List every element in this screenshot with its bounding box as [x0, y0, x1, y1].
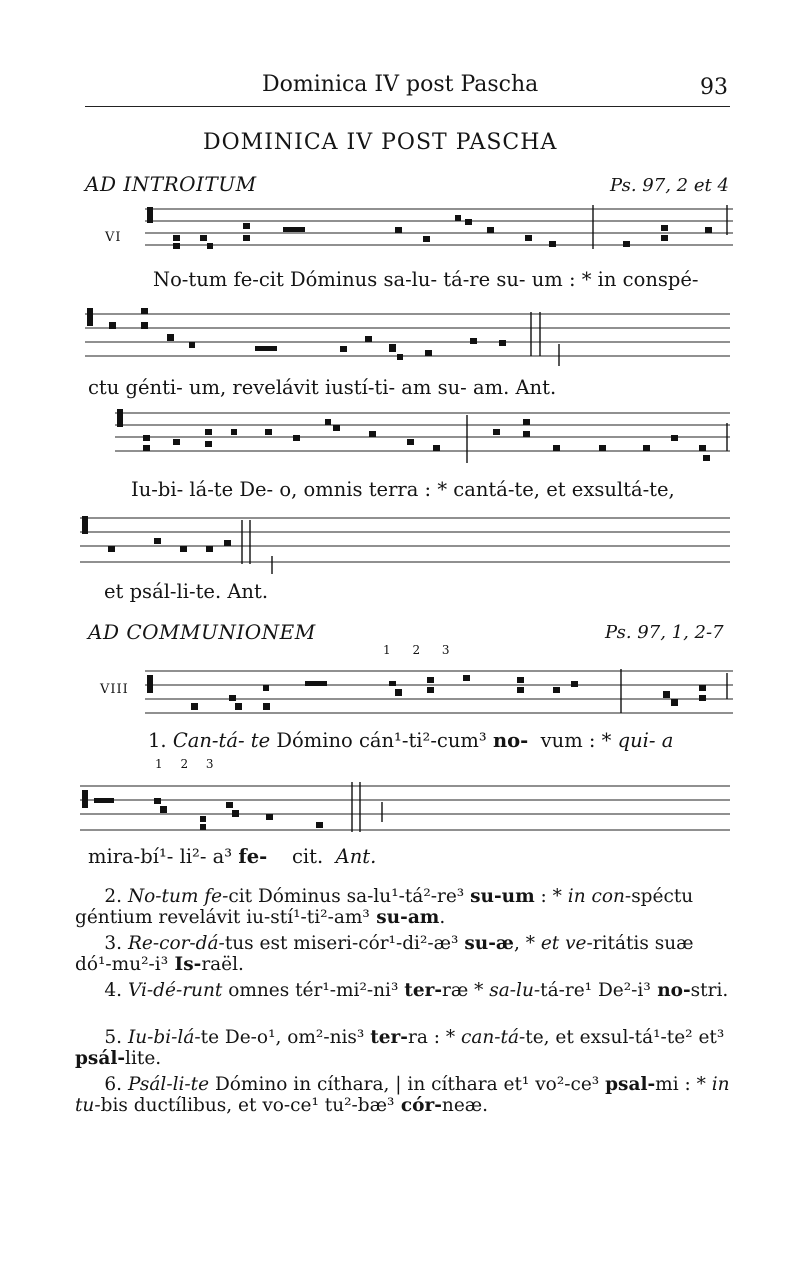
verse-accent: psal- [605, 1074, 656, 1095]
verse-text: ra : * [407, 1027, 456, 1048]
verse-text: tus est miseri-cór¹-di²-æ³ [224, 933, 459, 954]
verse-accent: Is- [168, 954, 202, 975]
introit-label: AD INTROITUM [85, 172, 257, 196]
verse-text: spéctu géntium revelávit iu-stí¹-ti²-am³ [75, 886, 694, 928]
verse-italic: in con- [561, 886, 632, 907]
flat-sign [455, 215, 461, 221]
verse-accent: ter- [404, 980, 443, 1001]
verse-incipit: No-tum fe- [127, 886, 229, 907]
verse-text: ritátis suæ dó¹-mu²-i³ [75, 933, 694, 975]
introit-lyric-2: ctu génti- um, revelávit iustí-ti- am su- am. Ant. [88, 376, 557, 399]
chant-staff-2 [85, 300, 735, 370]
verse-text: cit Dóminus sa-lu¹-tá²-re³ [228, 886, 465, 907]
verse-text: raël. [201, 954, 244, 975]
psalm-verse-5 [75, 1027, 735, 1069]
psalm-verse-3 [75, 933, 735, 975]
verse-accent: ter- [370, 1027, 408, 1048]
verse-text: bis ductílibus, et vo-ce¹ tu²-bæ³ [100, 1095, 395, 1116]
lyric-text: cit. [292, 845, 324, 868]
communion-reference: Ps. 97, 1, 2-7 [605, 622, 724, 643]
verse-text: . [439, 907, 446, 928]
episemata-marks-1: 1 2 3 [383, 643, 450, 657]
verse-incipit: Psál-li-te [127, 1074, 210, 1095]
lyric-text: Dómino cán¹-ti²-cum³ [276, 729, 487, 752]
verse-italic: et ve- [534, 933, 593, 954]
verse-number: 1. [148, 729, 167, 752]
episemata-marks-2: 1 2 3 [155, 757, 214, 771]
verse-accent: no- [650, 980, 691, 1001]
communion-mode: VIII [100, 682, 129, 697]
running-title: Dominica IV post Pascha [262, 72, 539, 97]
page-title: DOMINICA IV POST PASCHA [203, 130, 558, 155]
verse-number: 4. [104, 980, 123, 1001]
chant-staff-5 [145, 663, 735, 723]
lyric-text: mira-bí¹- li²- a³ [88, 845, 233, 868]
introit-lyric-4: et psál-li-te. Ant. [104, 580, 269, 603]
lyric-text: vum : * [540, 729, 612, 752]
verse-text: ræ * [442, 980, 484, 1001]
verse-italic: can-tá- [455, 1027, 526, 1048]
verse-number: 2. [104, 886, 123, 907]
verse-text: tá-re¹ De²-i³ [540, 980, 651, 1001]
page-number: 93 [700, 75, 728, 100]
verse-text: neæ. [441, 1095, 489, 1116]
verse-number: 5. [104, 1027, 123, 1048]
verse-number: 6. [104, 1074, 123, 1095]
introit-lyric-3: Iu-bi- lá-te De- o, omnis terra : * cantá-te, et exsultá-te, [131, 478, 675, 501]
verse-accent: su-æ [464, 933, 514, 954]
verse-italic: sa-lu- [483, 980, 541, 1001]
lyric-bold: fe- [238, 845, 268, 868]
verse-text: stri. [690, 980, 729, 1001]
chant-staff-6 [80, 778, 735, 843]
chant-staff-1 [145, 205, 735, 255]
header-rule [85, 106, 730, 107]
chant-staff-4 [80, 510, 735, 575]
chant-staff-3 [115, 405, 735, 470]
introit-mode: VI [105, 230, 122, 245]
psalm-verse-2 [75, 886, 735, 928]
communion-label: AD COMMUNIONEM [88, 620, 316, 644]
neume [173, 235, 180, 241]
verse-text: te, et exsul-tá¹-te² et³ [525, 1027, 725, 1048]
communion-lyric-2 [88, 845, 376, 868]
verse-accent: psál- [75, 1048, 126, 1069]
introit-lyric-1: No-tum fe-cit Dóminus sa-lu- tá-re su- um : * in conspé- [153, 268, 699, 291]
verse-text: te De-o¹, om²-nis³ [200, 1027, 365, 1048]
lyric-ant: Ant. [335, 845, 377, 868]
verse-accent: su-am [369, 907, 440, 928]
verse-italic: in tu- [75, 1074, 730, 1116]
lyric-incipit: Can-tá- te [172, 729, 271, 752]
verse-incipit: Vi-dé-runt [127, 980, 223, 1001]
verse-text: : * [534, 886, 562, 907]
lyric-bold: no- [492, 729, 529, 752]
verse-text: Dómino in cíthara, | in cíthara et¹ vo²-ce³ [209, 1074, 600, 1095]
verse-text: , * [513, 933, 535, 954]
lyric-italic: qui- a [617, 729, 674, 752]
communion-lyric-1 [148, 729, 673, 752]
verse-incipit: Iu-bi-lá- [127, 1027, 201, 1048]
verse-text: mi : * [655, 1074, 706, 1095]
verse-text: lite. [125, 1048, 162, 1069]
verse-accent: cór- [394, 1095, 442, 1116]
verse-number: 3. [104, 933, 123, 954]
verse-accent: su-um [470, 886, 535, 907]
psalm-verse-6 [75, 1074, 735, 1116]
psalm-verse-4 [75, 980, 735, 1001]
verse-incipit: Re-cor-dá- [127, 933, 225, 954]
introit-reference: Ps. 97, 2 et 4 [610, 175, 729, 196]
verse-text: omnes tér¹-mi²-ni³ [222, 980, 399, 1001]
